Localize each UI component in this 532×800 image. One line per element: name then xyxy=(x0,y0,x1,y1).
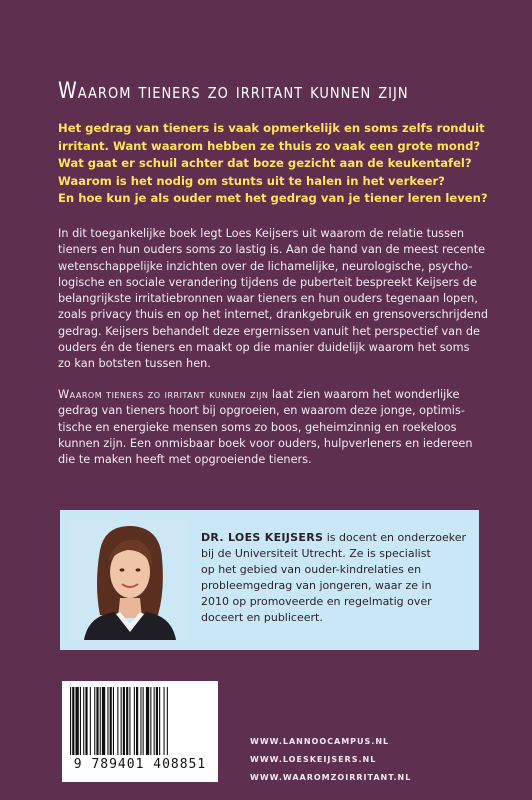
author-bio-line: op het gebied van ouder-kindrelaties en xyxy=(201,563,422,576)
summary-line: tische en energieke mensen soms zo boos, geheimzinnig en roekeloos xyxy=(58,420,457,434)
barcode-bars xyxy=(70,687,210,755)
inline-book-title: Waarom tieners zo irritant kunnen zijn xyxy=(58,388,269,401)
book-title: Waarom tieners zo irritant kunnen zijn xyxy=(58,78,409,104)
author-bio-line xyxy=(201,530,473,546)
description-line: zo kan botsten tussen hen. xyxy=(58,357,211,371)
website-url: WWW.LOESKEIJSERS.NL xyxy=(250,755,377,764)
summary-line: gedrag van tieners hoort bij opgroeien, en waarom deze jonge, optimis- xyxy=(58,404,465,418)
author-bio-line: doceert en publiceert. xyxy=(201,611,323,624)
intro-line: En hoe kun je als ouder met het gedrag van je tiener leren leven? xyxy=(58,191,488,206)
intro-questions xyxy=(58,120,498,208)
author-box xyxy=(60,510,479,650)
author-name: DR. LOES KEIJSERS xyxy=(201,531,324,544)
description-line: zoals privacy thuis en op het internet, drankgebruik en grensoverschrijdend xyxy=(58,308,489,322)
description-line: ouders én de tieners en maakt op die manier duidelijk waarom het soms xyxy=(58,341,470,355)
summary-text: laat zien waarom het wonderlijke xyxy=(268,388,460,401)
description-line: gedrag. Keijsers behandelt deze ergernissen vanuit het perspectief van de xyxy=(58,324,480,338)
isbn-number: 9 789401 408851 xyxy=(73,757,207,772)
author-bio-line: 2010 op promoveerde en regelmatig over xyxy=(201,595,432,608)
website-url: WWW.WAAROMZOIRRITANT.NL xyxy=(250,773,412,782)
author-photo xyxy=(70,520,188,640)
summary-line xyxy=(58,387,498,403)
author-bio-line: bij de Universiteit Utrecht. Ze is specialist xyxy=(201,547,431,560)
website-list xyxy=(250,733,480,787)
author-portrait-illustration xyxy=(70,520,188,640)
intro-line: irritant. Want waarom hebben ze thuis zo vaak een grote mond? xyxy=(58,138,481,153)
barcode xyxy=(62,681,218,782)
summary-paragraph xyxy=(58,387,498,468)
description-line: belangrijkste irritatiebronnen waar tieners en hun ouders tegenaan lopen, xyxy=(58,292,478,306)
website-url: WWW.LANNOOCAMPUS.NL xyxy=(250,737,390,746)
author-bio-line: probleemgedrag van jongeren, waar ze in xyxy=(201,579,432,592)
description-line: In dit toegankelijke boek legt Loes Keijsers uit waarom de relatie tussen xyxy=(58,227,465,240)
intro-line: Het gedrag van tieners is vaak opmerkelijk en soms zelfs ronduit xyxy=(58,121,485,135)
description-paragraph xyxy=(58,226,498,373)
description-line: tieners en hun ouders soms zo lastig is. Aan de hand van de meest recente xyxy=(58,243,486,257)
author-bio xyxy=(201,530,473,626)
intro-line: Waarom is het nodig om stunts uit te halen in het verkeer? xyxy=(58,173,445,188)
description-line: logische en sociale verandering tijdens de puberteit bespreekt Keijsers de xyxy=(58,275,477,289)
author-bio-text: is docent en onderzoeker xyxy=(323,531,467,544)
summary-line: kunnen zijn. Een onmisbaar boek voor ouders, hulpverleners en iedereen xyxy=(58,436,473,450)
summary-line: die te maken heeft met opgroeiende tieners. xyxy=(58,453,312,467)
intro-line: Wat gaat er schuil achter dat boze gezicht aan de keukentafel? xyxy=(58,156,472,171)
description-line: wetenschappelijke inzichten over de lichamelijke, neurologische, psycho- xyxy=(58,259,473,273)
